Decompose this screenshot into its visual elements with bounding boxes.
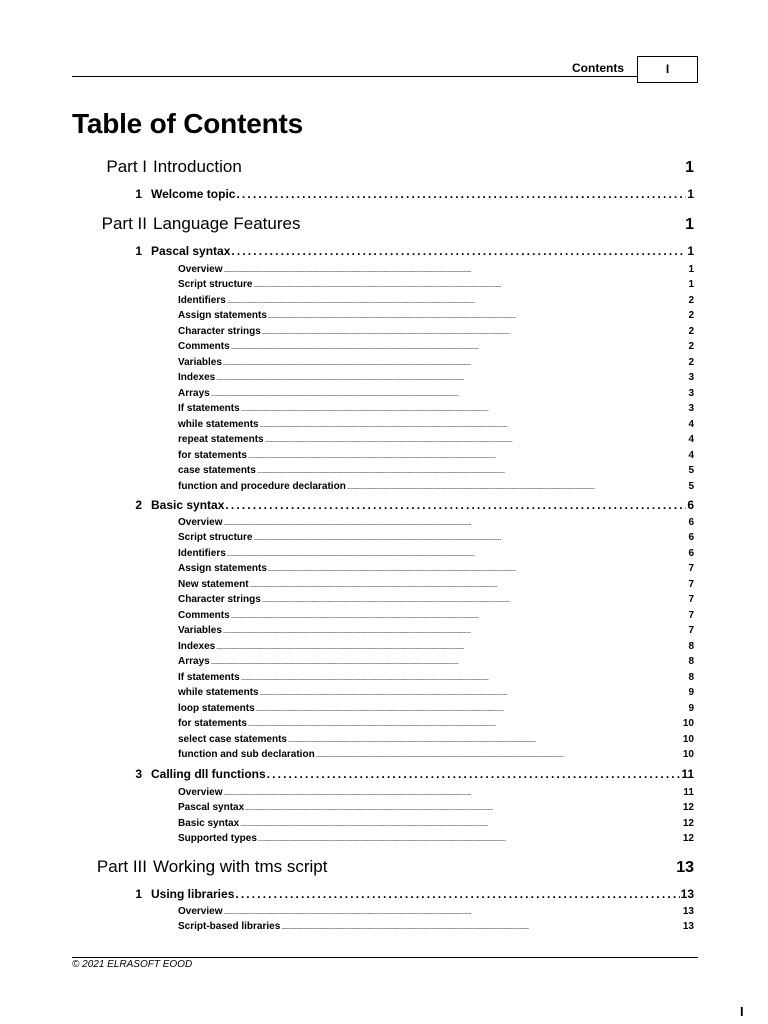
toc-subentry[interactable] [178, 465, 694, 480]
dot-leader [281, 925, 682, 931]
dot-leader [245, 806, 682, 812]
subentry-title: Character strings [178, 326, 261, 337]
subentry-title: function and procedure declaration [178, 481, 346, 492]
subentry-page: 6 [688, 517, 694, 528]
toc-subentry[interactable] [178, 326, 694, 341]
section-title: Using libraries [151, 887, 235, 901]
toc-section-entry[interactable] [128, 244, 694, 262]
subentry-page: 4 [688, 434, 694, 445]
toc-subentry[interactable] [178, 594, 694, 609]
subentry-title: Arrays [178, 656, 210, 667]
dot-leader [227, 299, 688, 305]
subentry-page: 10 [682, 734, 694, 745]
dot-leader [248, 722, 682, 728]
footer-rule [72, 957, 698, 958]
subentry-title: Pascal syntax [178, 802, 245, 813]
toc-subentry[interactable] [178, 295, 694, 310]
dot-leader [235, 887, 679, 901]
toc-subentry[interactable] [178, 718, 694, 733]
subentry-page: 11 [683, 787, 694, 798]
toc-subentry[interactable] [178, 625, 694, 640]
part-page: 1 [685, 216, 694, 233]
subentry-title: New statement [178, 579, 249, 590]
subentry-title: Supported types [178, 833, 257, 844]
toc-subentry[interactable] [178, 419, 694, 434]
toc-subentry[interactable] [178, 264, 694, 279]
part-title: Introduction [153, 157, 242, 176]
subentry-page: 13 [682, 921, 694, 932]
dot-leader [265, 438, 688, 444]
toc-subentry[interactable] [178, 749, 694, 764]
subentry-page: 8 [688, 641, 694, 652]
dot-leader [241, 676, 688, 682]
dot-leader [216, 376, 687, 382]
header-page-box: I [637, 56, 698, 83]
subentry-page: 2 [688, 341, 694, 352]
subentry-title: case statements [178, 465, 256, 476]
toc-part-entry[interactable] [72, 157, 694, 181]
subentry-title: Overview [178, 906, 223, 917]
toc-subentry[interactable] [178, 921, 694, 936]
section-page: 6 [687, 498, 694, 512]
toc-subentry[interactable] [178, 517, 694, 532]
page-title: Table of Contents [72, 108, 303, 139]
section-page: 1 [687, 244, 694, 258]
subentry-page: 4 [688, 450, 694, 461]
section-page: 13 [680, 887, 694, 901]
toc-subentry[interactable] [178, 833, 694, 848]
dot-leader [268, 567, 688, 573]
section-page: 1 [687, 187, 694, 201]
section-title: Calling dll functions [151, 767, 266, 781]
header-label: Contents [572, 61, 624, 75]
toc-subentry[interactable] [178, 450, 694, 465]
toc-subentry[interactable] [178, 906, 694, 921]
subentry-title: Assign statements [178, 310, 267, 321]
toc-subentry[interactable] [178, 641, 694, 656]
subentry-title: select case statements [178, 734, 287, 745]
toc-subentry[interactable] [178, 310, 694, 325]
section-number: 1 [135, 244, 142, 258]
subentry-page: 10 [682, 718, 694, 729]
subentry-page: 12 [682, 818, 694, 829]
toc-section-entry[interactable] [128, 767, 694, 785]
dot-leader [256, 707, 688, 713]
dot-leader [231, 614, 688, 620]
toc-subentry[interactable] [178, 656, 694, 671]
subentry-title: Overview [178, 517, 223, 528]
subentry-title: Identifiers [178, 548, 226, 559]
subentry-page: 3 [688, 372, 694, 383]
subentry-page: 7 [688, 594, 694, 605]
dot-leader [227, 552, 688, 558]
toc-subentry[interactable] [178, 434, 694, 449]
dot-leader [268, 314, 688, 320]
dot-leader [223, 361, 688, 367]
subentry-page: 6 [688, 548, 694, 559]
dot-leader [257, 469, 688, 475]
dot-leader [240, 822, 682, 828]
subentry-page: 7 [688, 563, 694, 574]
dot-leader [347, 485, 688, 491]
subentry-page: 7 [688, 625, 694, 636]
subentry-page: 2 [688, 326, 694, 337]
toc-subentry[interactable] [178, 532, 694, 547]
subentry-page: 3 [688, 403, 694, 414]
part-label: Part III [96, 857, 147, 876]
dot-leader [223, 268, 687, 274]
dot-leader [211, 392, 688, 398]
subentry-title: Indexes [178, 372, 216, 383]
part-page: 13 [676, 859, 694, 876]
dot-leader [316, 753, 682, 759]
dot-leader [253, 536, 687, 542]
subentry-title: Variables [178, 357, 222, 368]
part-label: Part II [101, 214, 147, 233]
toc-section-entry[interactable] [128, 498, 694, 516]
part-page: 1 [685, 159, 694, 176]
subentry-page: 9 [688, 703, 694, 714]
subentry-title: If statements [178, 672, 240, 683]
subentry-page: 2 [688, 310, 694, 321]
toc-section-entry[interactable] [128, 187, 694, 205]
subentry-page: 10 [682, 749, 694, 760]
dot-leader [231, 244, 686, 258]
toc-subentry[interactable] [178, 687, 694, 702]
toc-subentry[interactable] [178, 372, 694, 387]
subentry-title: for statements [178, 450, 247, 461]
toc-subentry[interactable] [178, 563, 694, 578]
subentry-page: 2 [688, 357, 694, 368]
subentry-title: while statements [178, 687, 259, 698]
subentry-page: 5 [688, 465, 694, 476]
section-number: 2 [135, 498, 142, 512]
toc-subentry[interactable] [178, 481, 694, 496]
subentry-title: Comments [178, 610, 230, 621]
dot-leader [241, 407, 688, 413]
section-title: Basic syntax [151, 498, 225, 512]
subentry-title: Script structure [178, 279, 253, 290]
subentry-title: Basic syntax [178, 818, 240, 829]
subentry-title: function and sub declaration [178, 749, 315, 760]
toc-subentry[interactable] [178, 787, 694, 802]
section-number: 1 [135, 187, 142, 201]
subentry-page: 12 [682, 802, 694, 813]
dot-leader [262, 330, 688, 336]
dot-leader [231, 345, 688, 351]
part-label: Part I [106, 157, 147, 176]
toc-subentry[interactable] [178, 703, 694, 718]
subentry-title: Script structure [178, 532, 253, 543]
subentry-title: Arrays [178, 388, 210, 399]
dot-leader [260, 423, 688, 429]
subentry-title: Identifiers [178, 295, 226, 306]
toc-subentry[interactable] [178, 579, 694, 594]
dot-leader [250, 583, 688, 589]
toc-subentry[interactable] [178, 403, 694, 418]
subentry-page: 12 [682, 833, 694, 844]
subentry-page: 9 [688, 687, 694, 698]
dot-leader [225, 498, 686, 512]
subentry-page: 4 [688, 419, 694, 430]
section-title: Welcome topic [151, 187, 236, 201]
section-page: 11 [681, 767, 694, 781]
part-title: Working with tms script [153, 857, 328, 876]
subentry-page: 13 [682, 906, 694, 917]
subentry-title: Overview [178, 264, 223, 275]
dot-leader [223, 521, 687, 527]
dot-leader [223, 791, 682, 797]
toc-subentry[interactable] [178, 672, 694, 687]
subentry-page: 1 [688, 279, 694, 290]
toc-subentry[interactable] [178, 610, 694, 625]
subentry-title: If statements [178, 403, 240, 414]
section-title: Pascal syntax [151, 244, 231, 258]
toc-subentry[interactable] [178, 357, 694, 372]
dot-leader [260, 691, 688, 697]
toc-subentry[interactable] [178, 279, 694, 294]
subentry-page: 8 [688, 656, 694, 667]
dot-leader [223, 629, 688, 635]
toc-section-entry[interactable] [128, 887, 694, 905]
dot-leader [236, 187, 686, 201]
toc-subentry[interactable] [178, 818, 694, 833]
subentry-title: Assign statements [178, 563, 267, 574]
dot-leader [262, 598, 688, 604]
subentry-page: 1 [688, 264, 694, 275]
toc-subentry[interactable] [178, 548, 694, 563]
subentry-title: for statements [178, 718, 247, 729]
subentry-page: 2 [688, 295, 694, 306]
part-title: Language Features [153, 214, 301, 233]
dot-leader [288, 738, 682, 744]
section-number: 1 [135, 887, 142, 901]
toc-part-entry[interactable] [72, 857, 694, 881]
subentry-page: 7 [688, 579, 694, 590]
dot-leader [216, 645, 687, 651]
subentry-page: 7 [688, 610, 694, 621]
toc-subentry[interactable] [178, 734, 694, 749]
subentry-title: loop statements [178, 703, 255, 714]
toc-part-entry[interactable] [72, 214, 694, 238]
footer-copyright: © 2021 ELRASOFT EOOD [72, 959, 193, 970]
subentry-title: repeat statements [178, 434, 264, 445]
toc-subentry[interactable] [178, 341, 694, 356]
dot-leader [253, 283, 687, 289]
subentry-page: 5 [688, 481, 694, 492]
toc-subentry[interactable] [178, 802, 694, 817]
subentry-title: Indexes [178, 641, 216, 652]
subentry-page: 6 [688, 532, 694, 543]
dot-leader [267, 767, 681, 781]
subentry-title: Overview [178, 787, 223, 798]
dot-leader [223, 910, 681, 916]
dot-leader [248, 454, 688, 460]
subentry-title: while statements [178, 419, 259, 430]
subentry-page: 8 [688, 672, 694, 683]
header-rule [72, 76, 698, 77]
toc-subentry[interactable] [178, 388, 694, 403]
page-number: I [740, 1004, 744, 1019]
dot-leader [258, 837, 682, 843]
subentry-title: Comments [178, 341, 230, 352]
subentry-title: Script-based libraries [178, 921, 281, 932]
subentry-page: 3 [688, 388, 694, 399]
running-header [72, 56, 698, 83]
subentry-title: Character strings [178, 594, 261, 605]
section-number: 3 [135, 767, 142, 781]
dot-leader [211, 660, 688, 666]
subentry-title: Variables [178, 625, 222, 636]
